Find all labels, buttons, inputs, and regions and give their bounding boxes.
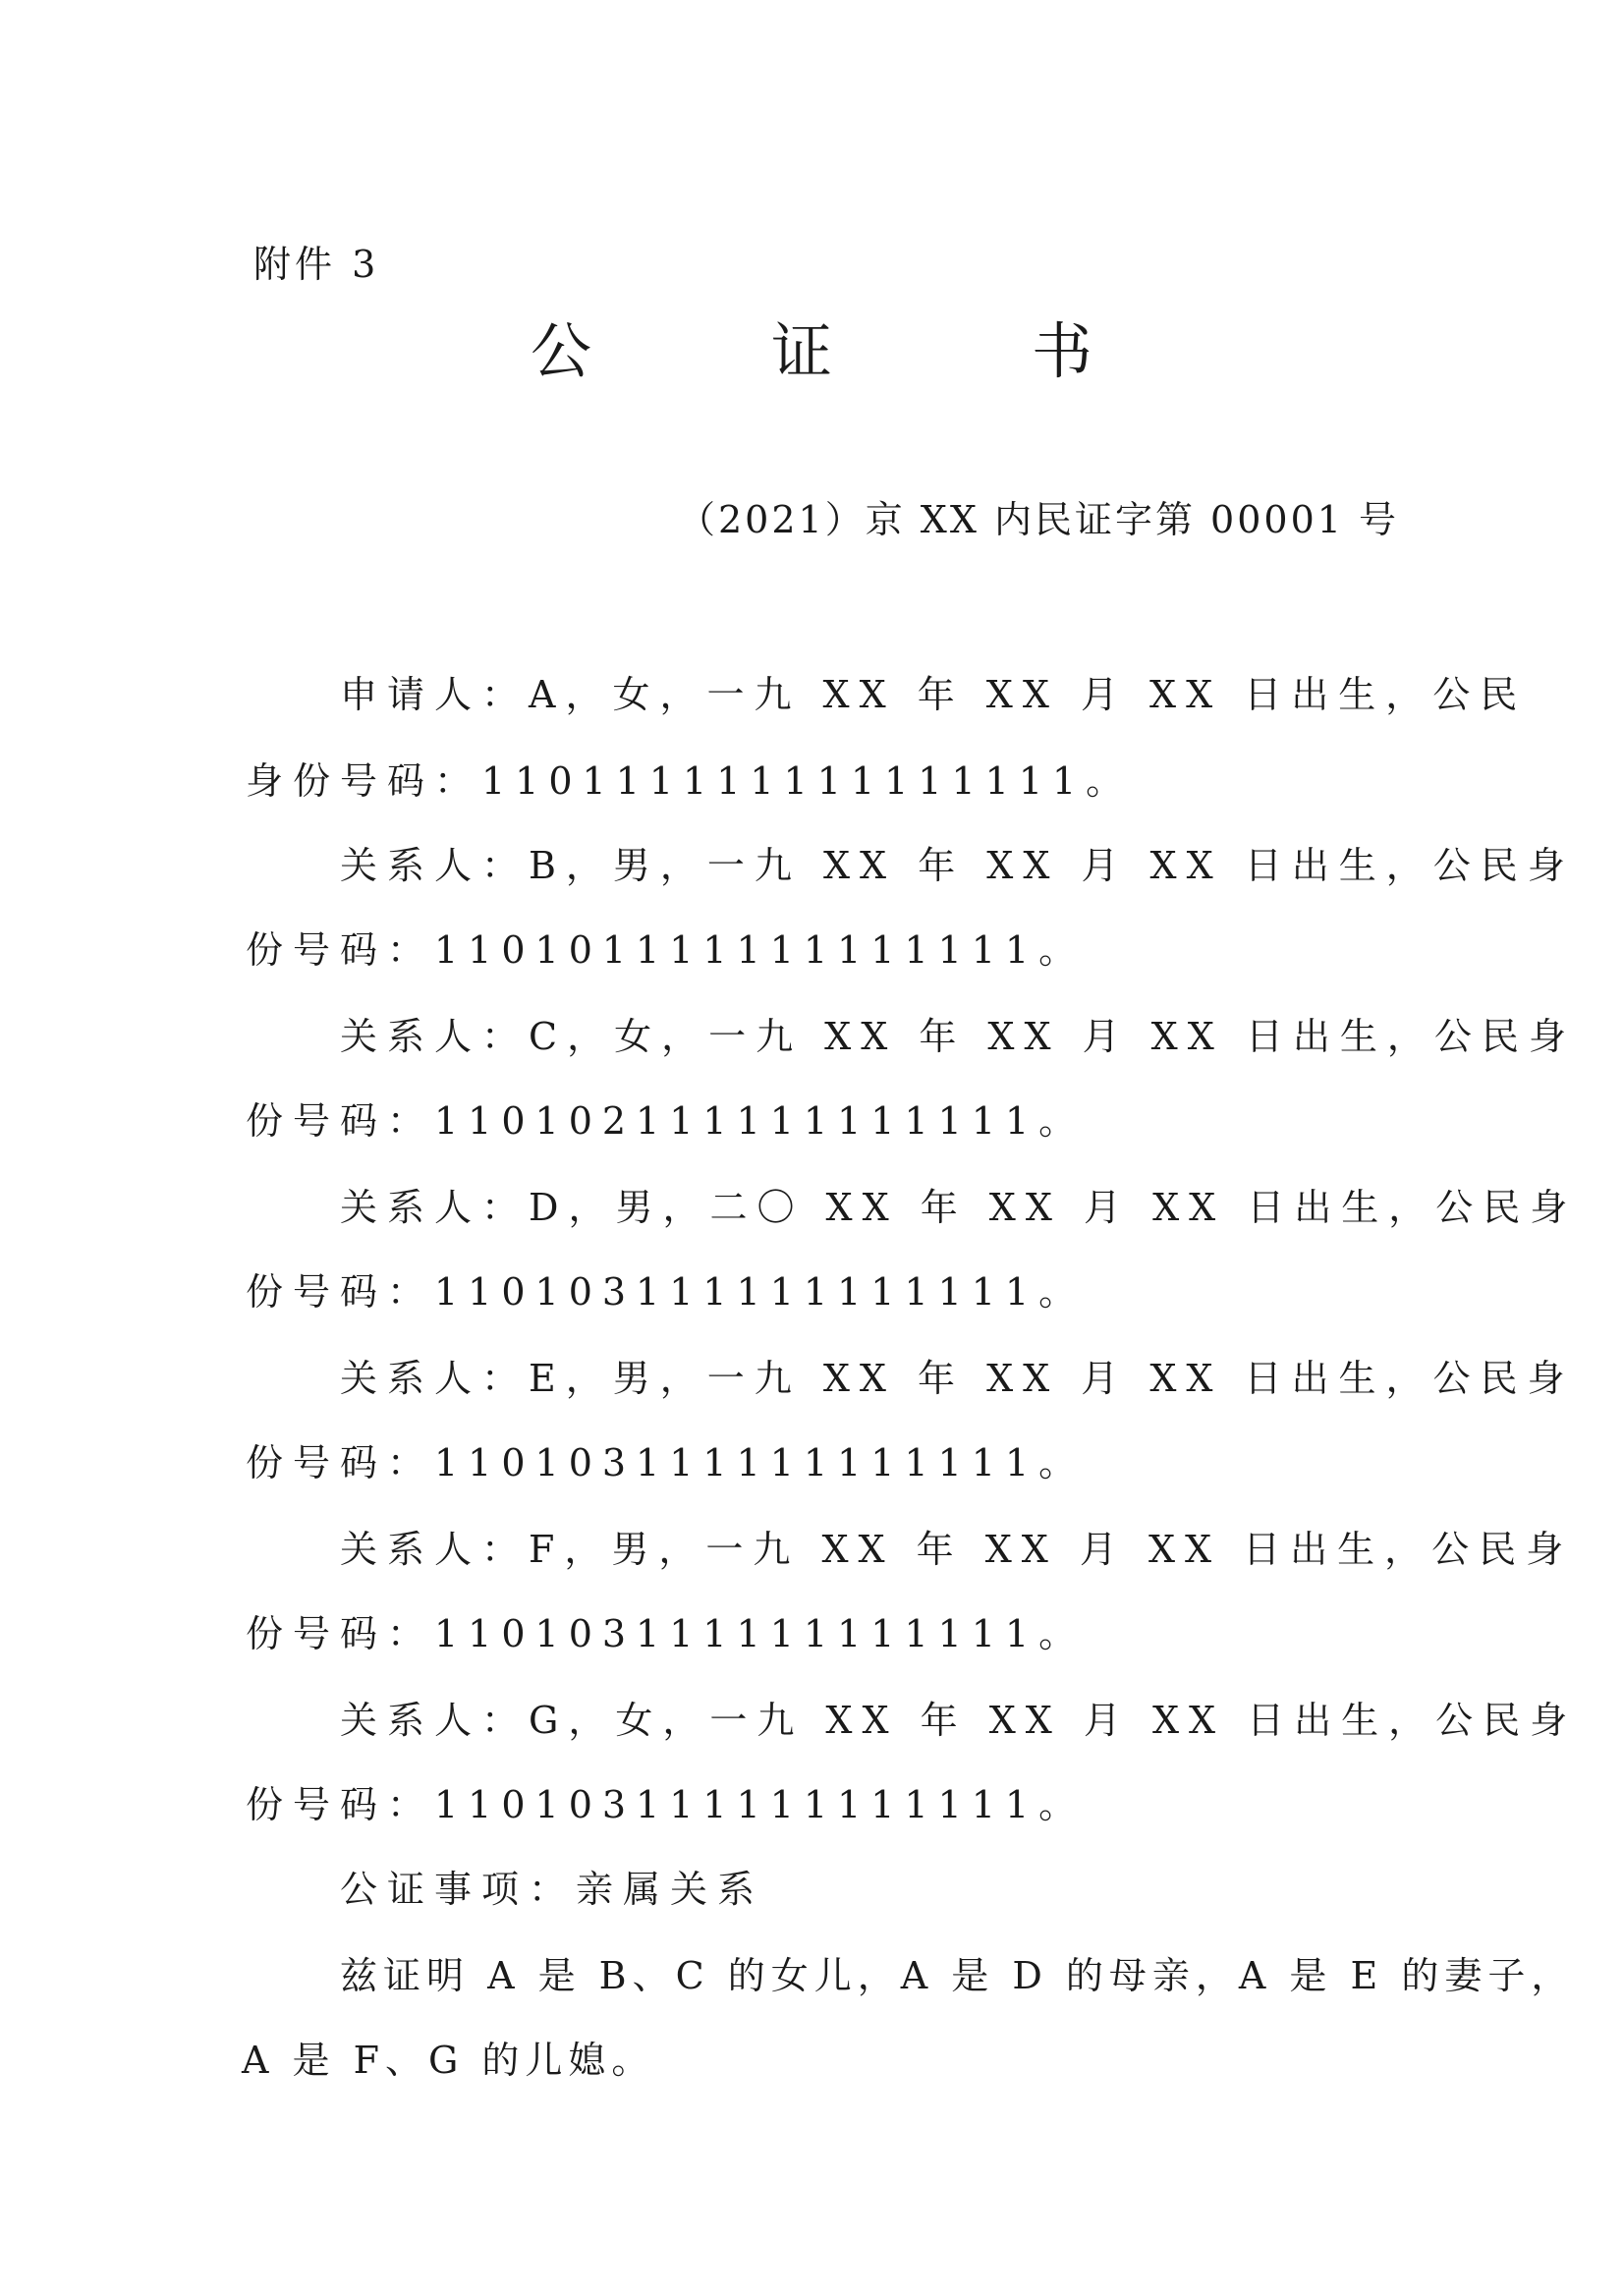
certification-line-2: A 是 F、G 的儿媳。	[242, 2039, 655, 2082]
related-person-e-line-2: 份号码：110103111111111111。	[246, 1441, 1087, 1484]
related-person-d-line-1: 关系人：D，男，二〇 XX 年 XX 月 XX 日出生，公民身	[340, 1186, 1578, 1229]
document-number: （2021）京 XX 内民证字第 00001 号	[678, 498, 1400, 541]
related-person-f-line-2: 份号码：110103111111111111。	[246, 1612, 1087, 1655]
related-person-e-line-1: 关系人：E，男，一九 XX 年 XX 月 XX 日出生，公民身	[340, 1357, 1575, 1400]
attachment-label: 附件 3	[253, 243, 380, 286]
related-person-d-line-2: 份号码：110103111111111111。	[246, 1270, 1087, 1314]
related-person-b-line-2: 份号码：110101111111111111。	[246, 928, 1087, 972]
certification-line-1: 兹证明 A 是 B、C 的女儿，A 是 D 的母亲，A 是 E 的妻子，	[340, 1954, 1575, 1997]
related-person-f-line-1: 关系人：F，男，一九 XX 年 XX 月 XX 日出生，公民身	[340, 1528, 1574, 1571]
related-person-b-line-1: 关系人：B，男，一九 XX 年 XX 月 XX 日出生，公民身	[340, 844, 1575, 887]
title-char-1: 公	[531, 315, 592, 387]
applicant-line-1: 申请人：A，女，一九 XX 年 XX 月 XX 日出生，公民	[340, 673, 1528, 716]
related-person-g-line-1: 关系人：G，女，一九 XX 年 XX 月 XX 日出生，公民身	[340, 1699, 1578, 1742]
related-person-g-line-2: 份号码：110103111111111111。	[246, 1783, 1087, 1826]
applicant-line-2: 身份号码：110111111111111111。	[246, 759, 1134, 803]
notarial-matter-line: 公证事项：亲属关系	[340, 1868, 765, 1911]
related-person-c-line-2: 份号码：110102111111111111。	[246, 1099, 1087, 1143]
title-char-2: 证	[771, 315, 833, 387]
related-person-c-line-1: 关系人：C，女，一九 XX 年 XX 月 XX 日出生，公民身	[340, 1015, 1576, 1058]
title-char-3: 书	[1032, 315, 1093, 387]
